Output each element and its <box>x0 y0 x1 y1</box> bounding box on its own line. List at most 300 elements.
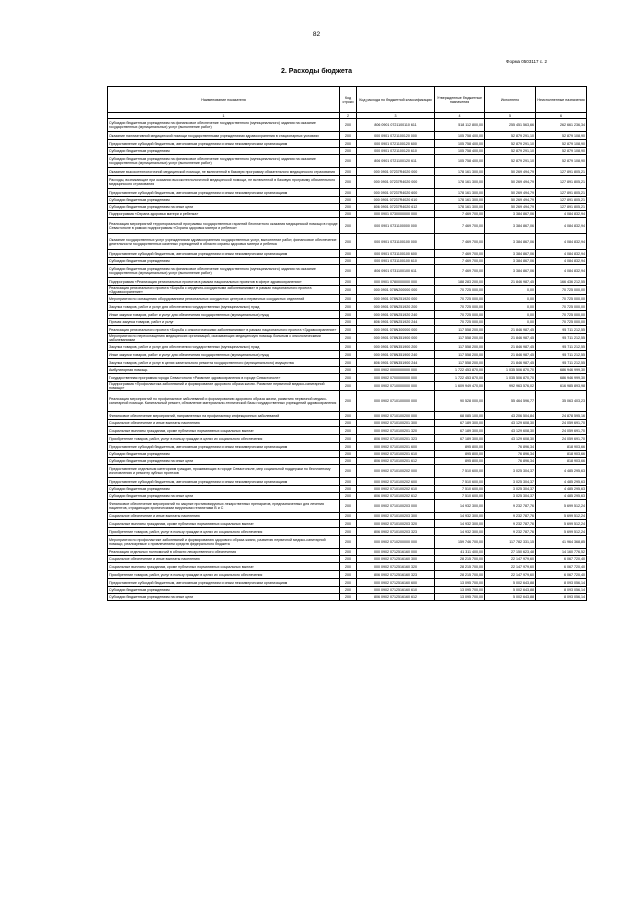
table-row <box>108 465 587 478</box>
row-executed: 0,00 <box>485 311 536 319</box>
row-expense-code: 000 0902 0710100201 600 <box>357 443 435 451</box>
row-name: Оказание высокотехнологичной медицинской помощи, не включенной в базовую программу обязательного медицинского страхования <box>108 168 340 176</box>
row-line-code: 200 <box>340 435 357 443</box>
row-line-code: 200 <box>340 493 357 500</box>
column-number: 6 <box>536 113 587 119</box>
table-row <box>108 427 587 435</box>
row-executed: 52 879 291,10 <box>485 148 536 155</box>
row-name: Приобретение товаров, работ, услуг в пользу граждан в целях их социального обеспечения <box>108 571 340 579</box>
row-line-code: 200 <box>340 334 357 343</box>
column-number: 5 <box>485 113 536 119</box>
table-row <box>108 486 587 493</box>
row-name: Реализация регионального проекта «Борьба с онкологическими заболеваниями» в рамках национального проекта «Здравоохранение» <box>108 326 340 334</box>
row-expense-code: 806 0902 0710100201 612 <box>357 458 435 465</box>
row-expense-code: 000 0902 0710100203 300 <box>357 513 435 520</box>
table-row <box>108 211 587 218</box>
row-name: Приобретение товаров, работ, услуг в пользу граждан в целях их социального обеспечения <box>108 435 340 443</box>
table-row <box>108 493 587 500</box>
row-executed: 0,00 <box>485 303 536 311</box>
row-executed: 9 232 787,76 <box>485 513 536 520</box>
row-line-code: 200 <box>340 132 357 140</box>
row-expense-code: 000 0902 0712516160 000 <box>357 549 435 556</box>
row-expense-code: 000 0901 0730000000 000 <box>357 211 435 218</box>
row-name: Прочая закупка товаров, работ и услуг <box>108 319 340 326</box>
row-name: Субсидии бюджетным учреждениям <box>108 587 340 594</box>
row-name: Финансовое обеспечение мероприятий по закупке противовирусных лекарственных препаратов, предназначенных для лечения пациентов, страдающих хроническими вирусными гепатитами В и С <box>108 500 340 513</box>
row-unexecuted: 127 891 805,21 <box>536 176 587 189</box>
row-approved: 70 725 000,00 <box>435 295 485 303</box>
column-number: 1 <box>108 113 340 119</box>
row-executed: 21 846 987,45 <box>485 359 536 367</box>
row-unexecuted: 5 699 512,24 <box>536 500 587 513</box>
table-row <box>108 579 587 587</box>
row-name: Субсидии бюджетным учреждениям на финансовое обеспечение государственного (муниципального) задания на оказание государственных (муниципальных) услуг (выполнение работ) <box>108 265 340 278</box>
row-unexecuted: 4 485 295,63 <box>536 465 587 478</box>
row-line-code: 200 <box>340 278 357 286</box>
table-row <box>108 458 587 465</box>
form-code: Форма 0503117 с. 2 <box>506 59 547 64</box>
table-row <box>108 343 587 351</box>
row-executed: 55 464 596,77 <box>485 391 536 412</box>
row-unexecuted: 95 711 212,55 <box>536 351 587 359</box>
row-line-code: 200 <box>340 478 357 486</box>
row-executed: 21 846 987,45 <box>485 351 536 359</box>
row-unexecuted: 127 891 805,21 <box>536 168 587 176</box>
header-unexecuted: Неисполненные назначения <box>536 87 587 113</box>
row-unexecuted: 616 985 893,98 <box>536 382 587 391</box>
row-approved: 1 722 453 870,00 <box>435 367 485 374</box>
row-line-code: 200 <box>340 520 357 528</box>
expenses-table <box>107 86 587 601</box>
row-unexecuted: 24 878 595,16 <box>536 412 587 420</box>
row-name: Предоставление отдельным категориям граждан, проживающих в городе Севастополе, мер социальной поддержки по бесплатному изготовлению и ремонту зубных протезов <box>108 465 340 478</box>
row-line-code: 200 <box>340 443 357 451</box>
row-approved: 68 085 100,00 <box>435 412 485 420</box>
table-row <box>108 536 587 549</box>
row-executed: 50 269 494,79 <box>485 189 536 197</box>
row-expense-code: 000 0902 0712516160 610 <box>357 587 435 594</box>
row-unexecuted: 4 485 295,63 <box>536 478 587 486</box>
table-row <box>108 295 587 303</box>
row-executed: 27 150 623,48 <box>485 549 536 556</box>
row-name: Закупка товаров, работ и услуг для обеспечения государственных (муниципальных) нужд <box>108 343 340 351</box>
row-line-code: 200 <box>340 367 357 374</box>
row-expense-code: 000 0901 0721100120 600 <box>357 140 435 148</box>
row-line-code: 200 <box>340 140 357 148</box>
row-unexecuted: 166 436 212,55 <box>536 278 587 286</box>
row-unexecuted: 686 946 999,30 <box>536 374 587 382</box>
row-approved: 14 932 300,00 <box>435 528 485 536</box>
table-row <box>108 359 587 367</box>
row-line-code: 200 <box>340 458 357 465</box>
table-row <box>108 500 587 513</box>
table-row <box>108 563 587 571</box>
row-unexecuted: 95 711 212,55 <box>536 343 587 351</box>
row-unexecuted: 4 084 832,94 <box>536 265 587 278</box>
table-row <box>108 189 587 197</box>
row-name: Оказание паллиативной медицинской помощи государственными учреждениями здравоохранения в стационарных условиях <box>108 132 340 140</box>
row-approved: 70 725 000,00 <box>435 319 485 326</box>
row-unexecuted: 818 903,66 <box>536 451 587 458</box>
row-line-code: 200 <box>340 486 357 493</box>
row-name: Реализация регионального проекта «Борьба с сердечно-сосудистыми заболеваниями» в рамках национального проекта «Здравоохранение» <box>108 286 340 295</box>
row-unexecuted: 818 903,66 <box>536 458 587 465</box>
table-row <box>108 303 587 311</box>
row-approved: 7 469 700,00 <box>435 265 485 278</box>
row-executed: 3 025 304,37 <box>485 486 536 493</box>
row-unexecuted: 262 661 236,34 <box>536 119 587 132</box>
table-row <box>108 176 587 189</box>
row-approved: 178 161 300,00 <box>435 168 485 176</box>
row-expense-code: 000 0902 0710100203 000 <box>357 500 435 513</box>
row-name: Субсидии бюджетным учреждениям на иные цели <box>108 493 340 500</box>
row-approved: 28 215 700,00 <box>435 556 485 563</box>
row-expense-code: 000 0901 0731100100 610 <box>357 258 435 265</box>
row-line-code: 200 <box>340 549 357 556</box>
row-unexecuted: 5 699 512,24 <box>536 528 587 536</box>
row-unexecuted: 4 485 295,63 <box>536 493 587 500</box>
row-executed: 992 963 576,02 <box>485 382 536 391</box>
row-line-code: 200 <box>340 176 357 189</box>
row-name: Закупка товаров, работ и услуг для обеспечения государственных (муниципальных) нужд <box>108 303 340 311</box>
row-name: Предоставление субсидий бюджетным, автономным учреждениям и иным некоммерческим организациям <box>108 140 340 148</box>
row-executed: 5 002 643,88 <box>485 587 536 594</box>
row-expense-code: 000 0902 0710100200 000 <box>357 412 435 420</box>
row-expense-code: 000 0902 0710100202 600 <box>357 478 435 486</box>
table-row <box>108 420 587 427</box>
table-row <box>108 520 587 528</box>
row-expense-code: 000 0902 0710100202 000 <box>357 465 435 478</box>
table-row <box>108 119 587 132</box>
table-row <box>108 412 587 420</box>
row-executed: 52 879 291,10 <box>485 132 536 140</box>
row-expense-code: 000 0902 0712516160 300 <box>357 556 435 563</box>
row-line-code: 200 <box>340 250 357 258</box>
row-unexecuted: 70 725 000,00 <box>536 319 587 326</box>
row-name: Подпрограмма «Охрана здоровья матери и ребенка» <box>108 211 340 218</box>
row-approved: 7 469 700,00 <box>435 258 485 265</box>
row-expense-code: 000 0901 07237R4020 610 <box>357 197 435 204</box>
table-row <box>108 286 587 295</box>
row-line-code: 200 <box>340 234 357 250</box>
row-executed: 0,00 <box>485 295 536 303</box>
row-expense-code: 000 0902 0712516160 320 <box>357 563 435 571</box>
header-expense-code: Код расхода по бюджетной классификации <box>357 87 435 113</box>
row-approved: 7 469 700,00 <box>435 234 485 250</box>
row-approved: 518 112 800,00 <box>435 119 485 132</box>
row-approved: 895 800,00 <box>435 458 485 465</box>
table-row <box>108 278 587 286</box>
row-unexecuted: 686 946 999,30 <box>536 367 587 374</box>
row-approved: 178 161 300,00 <box>435 197 485 204</box>
row-name: Амбулаторная помощь <box>108 367 340 374</box>
table-row <box>108 478 587 486</box>
table-row <box>108 391 587 412</box>
page-number: 82 <box>312 31 321 38</box>
row-line-code: 200 <box>340 148 357 155</box>
table-row <box>108 204 587 211</box>
row-executed: 21 846 987,45 <box>485 278 536 286</box>
row-expense-code: 000 0901 0721100120 000 <box>357 132 435 140</box>
row-approved: 14 932 300,00 <box>435 520 485 528</box>
row-executed: 1 035 506 870,70 <box>485 374 536 382</box>
row-name: Социальное обеспечение и иные выплаты населению <box>108 513 340 520</box>
table-row <box>108 571 587 579</box>
row-line-code: 200 <box>340 258 357 265</box>
table-row <box>108 250 587 258</box>
row-unexecuted: 52 879 108,90 <box>536 148 587 155</box>
row-executed: 9 232 787,76 <box>485 500 536 513</box>
row-line-code: 200 <box>340 265 357 278</box>
table-row <box>108 451 587 458</box>
table-row <box>108 556 587 563</box>
row-approved: 67 189 300,00 <box>435 420 485 427</box>
table-row <box>108 168 587 176</box>
row-approved: 13 095 700,00 <box>435 594 485 601</box>
row-approved: 67 189 300,00 <box>435 427 485 435</box>
column-number: 2 <box>340 113 357 119</box>
row-expense-code: 806 0901 0731100100 611 <box>357 265 435 278</box>
row-approved: 178 161 300,00 <box>435 204 485 211</box>
row-line-code: 200 <box>340 579 357 587</box>
table-row <box>108 443 587 451</box>
row-line-code: 200 <box>340 420 357 427</box>
row-unexecuted: 70 725 000,00 <box>536 295 587 303</box>
row-name: Реализация отдельных полномочий в области лекарственного обеспечения <box>108 549 340 556</box>
table-row <box>108 234 587 250</box>
row-expense-code: 000 0902 0700000000 000 <box>357 374 435 382</box>
column-number: 3 <box>357 113 435 119</box>
row-executed: 76 896,34 <box>485 451 536 458</box>
row-approved: 1 722 453 870,00 <box>435 374 485 382</box>
row-approved: 14 932 300,00 <box>435 513 485 520</box>
row-unexecuted: 41 964 368,85 <box>536 536 587 549</box>
row-name: Субсидии бюджетным учреждениям <box>108 148 340 155</box>
row-name: Оказание государственных услуг учреждениями здравоохранения государственных услуг, выполнение работ, финансовое обеспечение деятельности государственных казенных учреждений в области охраны здоровья матери и ребенка <box>108 234 340 250</box>
header-name: Наименование показателя <box>108 87 340 113</box>
row-expense-code: 806 0902 0710100203 323 <box>357 528 435 536</box>
row-name: Субсидии бюджетным учреждениям на финансовое обеспечение государственного (муниципального) задания на оказание государственных (муниципальных) услуг (выполнение работ) <box>108 155 340 168</box>
table-row <box>108 311 587 319</box>
row-expense-code: 806 0902 0710100202 612 <box>357 493 435 500</box>
table-row <box>108 351 587 359</box>
row-line-code: 200 <box>340 295 357 303</box>
row-expense-code: 000 0901 0731100100 000 <box>357 234 435 250</box>
row-approved: 895 800,00 <box>435 451 485 458</box>
row-line-code: 200 <box>340 326 357 334</box>
row-name: Социальное обеспечение и иные выплаты населению <box>108 420 340 427</box>
row-executed: 9 232 787,76 <box>485 520 536 528</box>
row-name: Субсидии бюджетным учреждениям <box>108 197 340 204</box>
row-unexecuted: 70 725 000,00 <box>536 286 587 295</box>
row-line-code: 200 <box>340 211 357 218</box>
row-name: Подпрограмма «Профилактика заболеваний и формирование здорового образа жизни. Развитие первичной медико-санитарной помощи» <box>108 382 340 391</box>
row-unexecuted: 24 059 691,70 <box>536 420 587 427</box>
column-number: 4 <box>435 113 485 119</box>
row-unexecuted: 24 059 691,70 <box>536 435 587 443</box>
row-approved: 105 758 400,00 <box>435 140 485 148</box>
row-name: Субсидии бюджетным учреждениям <box>108 486 340 493</box>
row-expense-code: 000 0901 078N351900 000 <box>357 334 435 343</box>
row-name: Субсидии бюджетным учреждениям на финансовое обеспечение государственного (муниципального) задания на оказание государственных (муниципальных) услуг (выполнение работ) <box>108 119 340 132</box>
row-approved: 7 469 700,00 <box>435 250 485 258</box>
row-expense-code: 806 0902 0710100201 323 <box>357 435 435 443</box>
row-approved: 28 215 700,00 <box>435 571 485 579</box>
row-executed: 255 451 563,66 <box>485 119 536 132</box>
row-expense-code: 000 0901 078N200000 000 <box>357 286 435 295</box>
row-expense-code: 000 0901 078N251920 240 <box>357 311 435 319</box>
row-unexecuted: 14 160 776,52 <box>536 549 587 556</box>
row-expense-code: 000 0902 0710100201 610 <box>357 451 435 458</box>
row-name: Финансовое обеспечение мероприятий, направленных на профилактику инфекционных заболеваний <box>108 412 340 420</box>
row-expense-code: 806 0901 0721100110 611 <box>357 119 435 132</box>
row-line-code: 200 <box>340 286 357 295</box>
row-unexecuted: 52 879 108,90 <box>536 155 587 168</box>
row-unexecuted: 4 084 832,94 <box>536 218 587 234</box>
row-expense-code: 000 0901 07237R4020 000 <box>357 168 435 176</box>
row-name: Мероприятия по оснащению оборудованием региональных сосудистых центров и первичных сосудистых отделений <box>108 295 340 303</box>
table-row <box>108 374 587 382</box>
row-executed: 43 129 608,30 <box>485 427 536 435</box>
row-expense-code: 000 0902 0712516160 600 <box>357 579 435 587</box>
row-unexecuted: 95 711 212,55 <box>536 334 587 343</box>
row-unexecuted: 4 084 832,94 <box>536 234 587 250</box>
row-line-code: 200 <box>340 311 357 319</box>
row-executed: 5 002 643,88 <box>485 579 536 587</box>
row-executed: 3 025 304,37 <box>485 465 536 478</box>
row-line-code: 200 <box>340 571 357 579</box>
row-expense-code: 000 0901 078N251920 200 <box>357 303 435 311</box>
row-name: Государственная программа города Севастополя «Развитие здравоохранения в городе Севастополе» <box>108 374 340 382</box>
row-unexecuted: 818 903,66 <box>536 443 587 451</box>
row-unexecuted: 4 485 295,63 <box>536 486 587 493</box>
row-line-code: 200 <box>340 536 357 549</box>
table-row <box>108 528 587 536</box>
row-name: Социальные выплаты гражданам, кроме публичных нормативных социальных выплат <box>108 427 340 435</box>
row-unexecuted: 95 711 212,55 <box>536 326 587 334</box>
row-executed: 0,00 <box>485 286 536 295</box>
row-name: Предоставление субсидий бюджетным, автономным учреждениям и иным некоммерческим организациям <box>108 443 340 451</box>
row-approved: 895 800,00 <box>435 443 485 451</box>
row-approved: 14 932 300,00 <box>435 500 485 513</box>
row-name: Иные закупки товаров, работ и услуг для обеспечения государственных (муниципальных) нужд <box>108 351 340 359</box>
row-executed: 50 269 494,79 <box>485 197 536 204</box>
row-line-code: 200 <box>340 465 357 478</box>
row-name: Реализация мероприятий территориальной программы государственных гарантий бесплатного оказания медицинской помощи в городе Севастополе в рамках подпрограммы «Охрана здоровья матери и ребенка» <box>108 218 340 234</box>
table-row <box>108 549 587 556</box>
row-line-code: 200 <box>340 500 357 513</box>
row-expense-code: 000 0901 078N300000 000 <box>357 326 435 334</box>
table-row <box>108 197 587 204</box>
row-approved: 70 725 000,00 <box>435 311 485 319</box>
row-approved: 178 161 300,00 <box>435 189 485 197</box>
table-row <box>108 155 587 168</box>
row-expense-code: 000 0901 078N251920 000 <box>357 295 435 303</box>
row-name: Социальные выплаты гражданам, кроме публичных нормативных социальных выплат <box>108 563 340 571</box>
row-expense-code: 806 0901 078N251920 244 <box>357 319 435 326</box>
table-row <box>108 265 587 278</box>
row-executed: 21 846 987,45 <box>485 334 536 343</box>
row-name: Предоставление субсидий бюджетным, автономным учреждениям и иным некоммерческим организациям <box>108 478 340 486</box>
table-row <box>108 326 587 334</box>
row-expense-code: 000 0901 078N351900 200 <box>357 343 435 351</box>
row-expense-code: 806 0902 0712516160 323 <box>357 571 435 579</box>
row-approved: 159 746 700,00 <box>435 536 485 549</box>
row-expense-code: 000 0902 0710200000 000 <box>357 536 435 549</box>
row-name: Социальные выплаты гражданам, кроме публичных нормативных социальных выплат <box>108 520 340 528</box>
row-executed: 21 846 987,45 <box>485 343 536 351</box>
row-approved: 117 558 200,00 <box>435 343 485 351</box>
row-unexecuted: 4 084 832,94 <box>536 258 587 265</box>
header-line-code: Код строки <box>340 87 357 113</box>
row-name: Субсидии бюджетным учреждениям <box>108 451 340 458</box>
row-executed: 3 384 867,06 <box>485 250 536 258</box>
table-row <box>108 258 587 265</box>
row-expense-code: 000 0901 07237R4020 600 <box>357 189 435 197</box>
row-name: Расходы, возникающие при оказании высокотехнологичной медицинской помощи, не включенной в базовую программу обязательного медицинского страхования <box>108 176 340 189</box>
row-executed: 3 384 867,06 <box>485 265 536 278</box>
row-name: Субсидии бюджетным учреждениям <box>108 258 340 265</box>
row-line-code: 200 <box>340 218 357 234</box>
row-unexecuted: 35 063 403,23 <box>536 391 587 412</box>
row-executed: 3 025 304,37 <box>485 478 536 486</box>
row-expense-code: 000 0902 0710100203 320 <box>357 520 435 528</box>
row-line-code: 200 <box>340 528 357 536</box>
row-approved: 13 095 700,00 <box>435 587 485 594</box>
row-line-code: 200 <box>340 303 357 311</box>
row-expense-code: 000 0901 0721100120 610 <box>357 148 435 155</box>
row-unexecuted: 70 725 000,00 <box>536 311 587 319</box>
row-unexecuted: 127 891 805,21 <box>536 189 587 197</box>
table-row <box>108 218 587 234</box>
row-expense-code: 806 0901 0721100120 611 <box>357 155 435 168</box>
row-executed: 43 129 608,30 <box>485 420 536 427</box>
table-row <box>108 148 587 155</box>
row-line-code: 200 <box>340 412 357 420</box>
row-executed: 50 269 494,79 <box>485 176 536 189</box>
row-line-code: 200 <box>340 343 357 351</box>
row-unexecuted: 8 093 056,14 <box>536 579 587 587</box>
row-line-code: 200 <box>340 563 357 571</box>
row-executed: 5 002 643,88 <box>485 594 536 601</box>
row-line-code: 200 <box>340 197 357 204</box>
row-approved: 28 215 700,00 <box>435 563 485 571</box>
row-expense-code: 000 0901 07237R4020 000 <box>357 176 435 189</box>
row-approved: 117 558 200,00 <box>435 326 485 334</box>
row-unexecuted: 6 067 720,40 <box>536 563 587 571</box>
row-approved: 178 161 300,00 <box>435 176 485 189</box>
header-executed: Исполнено <box>485 87 536 113</box>
row-approved: 41 311 400,00 <box>435 549 485 556</box>
row-unexecuted: 6 067 720,40 <box>536 556 587 563</box>
row-unexecuted: 6 067 720,40 <box>536 571 587 579</box>
row-line-code: 200 <box>340 427 357 435</box>
row-line-code: 200 <box>340 556 357 563</box>
row-line-code: 200 <box>340 382 357 391</box>
row-approved: 13 095 700,00 <box>435 579 485 587</box>
row-approved: 70 725 000,00 <box>435 286 485 295</box>
row-executed: 22 147 979,60 <box>485 563 536 571</box>
row-expense-code: 806 0901 078N351900 244 <box>357 359 435 367</box>
row-expense-code: 000 0901 078N351900 240 <box>357 351 435 359</box>
row-approved: 7 510 600,00 <box>435 465 485 478</box>
row-unexecuted: 8 093 056,14 <box>536 587 587 594</box>
row-executed: 76 896,34 <box>485 458 536 465</box>
section-title: 2. Расходы бюджета <box>281 68 352 75</box>
row-line-code: 200 <box>340 513 357 520</box>
row-line-code: 200 <box>340 587 357 594</box>
row-expense-code: 000 0902 0000000000 000 <box>357 367 435 374</box>
